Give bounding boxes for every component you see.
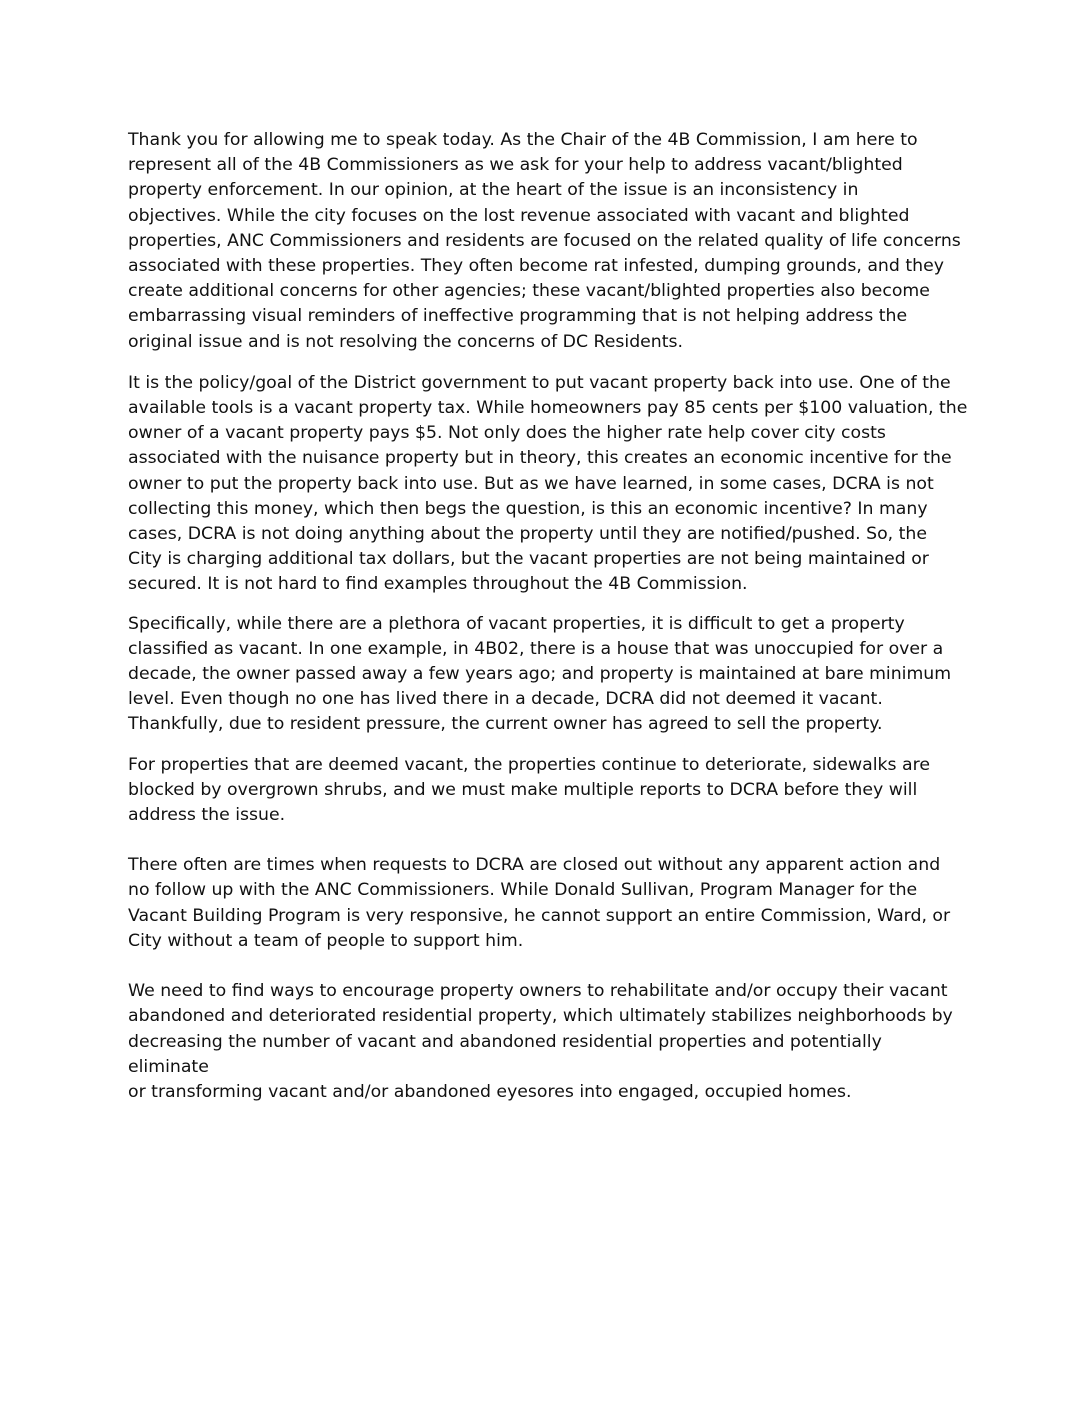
- paragraph-intro: Thank you for allowing me to speak today. As the Chair of the 4B Commission, I am here to represent all of the 4B Commissioners as we ask for your help to address vacant/blighted property enforcement. In our opinion, at the heart of the issue is an inconsistency in objectives. While the city focuses on the lost revenue associated with vacant and blighted properties, ANC Commissioners and residents are focused on the related quality of life concerns associated with these properties. They often become rat infested, dumping grounds, and they create additional concerns for other agencies; these vacant/blighted properties also become embarrassing visual reminders of ineffective programming that is not helping address the original issue and is not resolving the concerns of DC Residents.: [128, 130, 961, 352]
- paragraph-vacant-tax: It is the policy/goal of the District government to put vacant property back into use. One of the available tools is a vacant property tax. While homeowners pay 85 cents per $100 valuation, the owner of a vacant property pays $5. Not only does the higher rate help cover city costs associated with the nuisance property but in theory, this creates an economic incentive for the owner to put the property back into use. But as we have learned, in some cases, DCRA is not collecting this money, which then begs the question, is this an economic incentive? In many cases, DCRA is not doing anything about the property until they are notified/pushed. So, the City is charging additional tax dollars, but the vacant properties are not being maintained or secured. It is not hard to find examples throughout the 4B Commission.: [128, 372, 968, 595]
- paragraph-conclusion: We need to find ways to encourage property owners to rehabilitate and/or occupy their vacant abandoned and deteriorated residential property, which ultimately stabilizes neighborhoods by decreasing the number of vacant and abandoned residential properties and potentially eliminate or transforming vacant and/or abandoned eyesores into engaged, occupied homes.: [128, 981, 953, 1102]
- paragraph-classification: Specifically, while there are a plethora of vacant properties, it is difficult to get a property classified as vacant. In one example, in 4B02, there is a house that was unoccupied for over a decade, the owner passed away a few years ago; and property is maintained at bare minimum level. Even though no one has lived there in a decade, DCRA did not deemed it vacant. Thankfully, due to resident pressure, the current owner has agreed to sell the property.: [128, 613, 952, 735]
- document-body: [128, 128, 968, 1105]
- paragraph-closed-requests: There often are times when requests to DCRA are closed out without any apparent action and no follow up with the ANC Commissioners. While Donald Sullivan, Program Manager for the Vacant Building Program is very responsive, he cannot support an entire Commission, Ward, or City without a team of people to support him.: [128, 855, 951, 951]
- paragraph-deterioration: For properties that are deemed vacant, the properties continue to deteriorate, sidewalks are blocked by overgrown shrubs, and we must make multiple reports to DCRA before they will address the issue.: [128, 754, 930, 826]
